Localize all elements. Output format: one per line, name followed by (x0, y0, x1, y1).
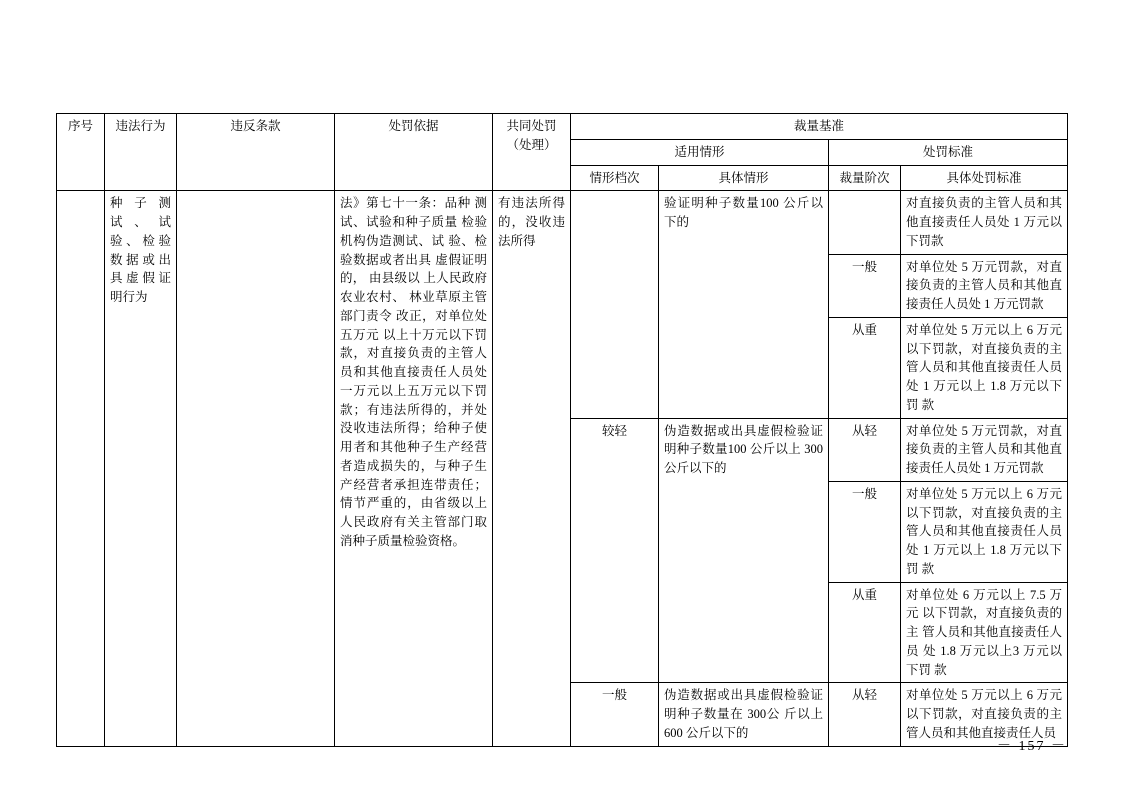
cell-specific-penalty-standard: 对单位处 5 万元罚款，对直 接负责的主管人员和其他直 接责任人员处 1 万元罚款 (901, 418, 1068, 481)
header-situation-grade: 情形档次 (571, 165, 659, 191)
cell-specific-situation: 伪造数据或出具虚假检验证明种子数量100 公斤以上 300 公斤以下的 (659, 418, 829, 683)
cell-discretion-level: 一般 (829, 254, 901, 317)
header-joint-penalty-line1: 共同处罚 (506, 119, 557, 133)
cell-specific-penalty-standard: 对单位处 5 万元罚款，对直 接负责的主管人员和其他直 接责任人员处 1 万元罚款 (901, 254, 1068, 317)
cell-specific-penalty-standard: 对单位处 6 万元以上 7.5 万元 以下罚款，对直接负责的主 管人员和其他直接责任人员 处 1.8 万元以上3 万元以下罚 款 (901, 582, 1068, 683)
discretion-standard-table (56, 113, 1068, 747)
cell-specific-situation: 验证明种子数量100 公斤以下的 (659, 191, 829, 418)
header-discretion-level: 裁量阶次 (829, 165, 901, 191)
cell-specific-penalty-standard: 对直接负责的主管人员和其他直接责任人员处 1 万元以下罚款 (901, 191, 1068, 254)
cell-illegal-act: 种子测试、试验、检验数据或出具虚假证明行为 (105, 191, 177, 746)
header-illegal-act: 违法行为 (105, 114, 177, 191)
header-penalty-basis: 处罚依据 (335, 114, 493, 191)
cell-discretion-level: 从轻 (829, 418, 901, 481)
cell-situation-grade: 一般 (571, 683, 659, 746)
header-joint-penalty-line2: （处理） (506, 137, 557, 152)
cell-discretion-level: 一般 (829, 481, 901, 582)
header-joint-penalty (493, 114, 571, 191)
cell-discretion-level: 从轻 (829, 683, 901, 746)
cell-discretion-level (829, 191, 901, 254)
header-discretion-standard: 裁量基准 (571, 114, 1068, 140)
cell-situation-grade: 较轻 (571, 418, 659, 683)
table-header-row-1 (57, 114, 1068, 140)
cell-penalty-basis: 法》第七十一条：品种 测试、试验和种子质量 检验机构伪造测试、试 验、检验数据或者出具 虚假证明的， 由县级以 上人民政府农业农村、 林业草原主管部门责令 改正，对单位处五万元 以上十万元以下罚款，对直接负责的主管人员和其他直接责任人员处一万元以上五万元以下罚款；有违法所得的，并处没收违法所得；给种子使用者和其他种子生产经营者造成损失的，与种子生产经营者承担连带责任；情节严重的，由省级以上人民政府有关主管部门取消种子质量检验资格。 (335, 191, 493, 746)
page-number: － 157 － (997, 739, 1067, 754)
cell-specific-penalty-standard: 对单位处 5 万元以上 6 万元 以下罚款，对直接负责的主 管人员和其他直接责任人员 (901, 683, 1068, 746)
header-seq: 序号 (57, 114, 105, 191)
cell-violated-clause (177, 191, 335, 746)
cell-specific-situation: 伪造数据或出具虚假检验证明种子数量在 300公 斤以上 600 公斤以下的 (659, 683, 829, 746)
header-applicable-situation: 适用情形 (571, 139, 829, 165)
cell-seq (57, 191, 105, 746)
header-violated-clause: 违反条款 (177, 114, 335, 191)
cell-joint-penalty: 有违法所得的，没收违法所得 (493, 191, 571, 746)
cell-situation-grade (571, 191, 659, 418)
cell-discretion-level: 从重 (829, 317, 901, 418)
cell-specific-penalty-standard: 对单位处 5 万元以上 6 万元以下罚款，对直接负责的主管人员和其他直接责任人员处 1 万元以上 1.8 万元以下罚 款 (901, 481, 1068, 582)
header-penalty-standard: 处罚标准 (829, 139, 1068, 165)
cell-specific-penalty-standard: 对单位处 5 万元以上 6 万元以下罚款，对直接负责的主管人员和其他直接责任人员处 1 万元以上 1.8 万元以下罚 款 (901, 317, 1068, 418)
header-specific-situation: 具体情形 (659, 165, 829, 191)
table-row (57, 191, 1068, 254)
header-specific-penalty-standard: 具体处罚标准 (901, 165, 1068, 191)
cell-discretion-level: 从重 (829, 582, 901, 683)
